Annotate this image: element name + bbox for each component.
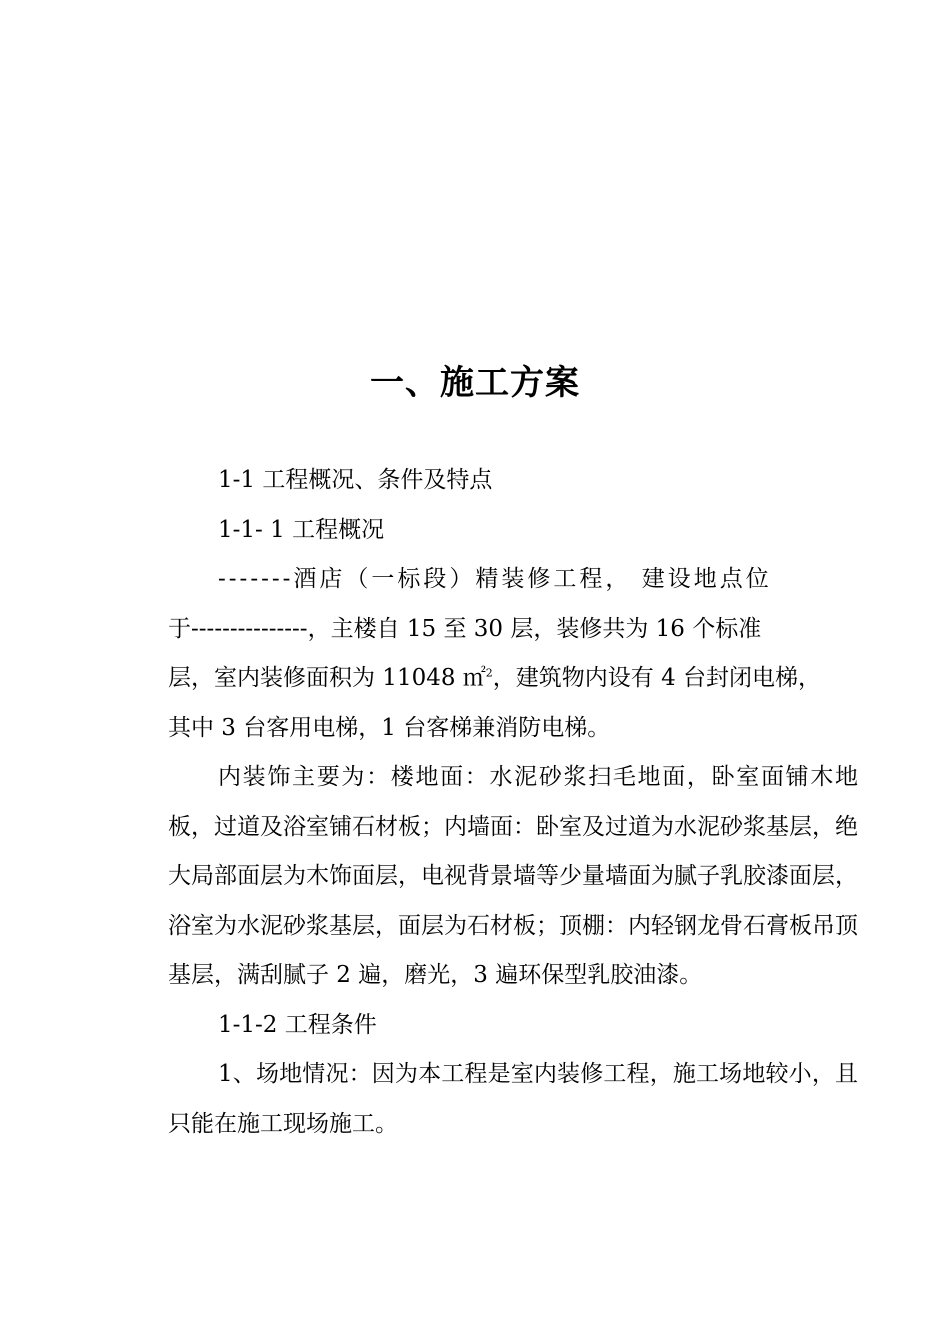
overview-line-3-text: 层，室内装修面积为 11048 ㎡ bbox=[168, 665, 486, 691]
overview-line-3-rest: ，建筑物内设有 4 台封闭电梯， bbox=[492, 665, 822, 691]
section-heading-1-1-2: 1-1-2 工程条件 bbox=[218, 1011, 377, 1038]
overview-paragraph bbox=[168, 555, 858, 753]
area-unit-superscript: 2 bbox=[485, 666, 493, 680]
section-heading-1-1-1: 1-1- 1 工程概况 bbox=[218, 516, 385, 543]
decoration-paragraph: 内装饰主要为：楼地面：水泥砂浆扫毛地面，卧室面铺木地板，过道及浴室铺石材板；内墙面：卧室及过道为水泥砂浆基层，绝大局部面层为木饰面层，电视背景墙等少量墙面为腻子乳胶漆面层，浴室为水泥砂浆基层，面层为石材板；顶棚：内轻钢龙骨石膏板吊顶基层，满刮腻子 2 遍，磨光，3 遍环保型乳胶油漆。 bbox=[168, 764, 858, 988]
overview-line-2: 于---------------，主楼自 15 至 30 层，装修共为 16 个标准 bbox=[168, 615, 762, 642]
page-title: 一、施工方案 bbox=[370, 363, 580, 403]
overview-line-4: 其中 3 台客用电梯，1 台客梯兼消防电梯。 bbox=[168, 714, 611, 741]
document-body bbox=[168, 456, 858, 1149]
site-condition-paragraph: 1、场地情况：因为本工程是室内装修工程，施工场地较小，且只能在施工现场施工。 bbox=[168, 1061, 858, 1137]
overview-line-3 bbox=[168, 654, 858, 704]
section-heading-1-1: 1-1 工程概况、条件及特点 bbox=[218, 467, 493, 493]
overview-line-1: -------酒店（一标段）精装修工程， 建设地点位 bbox=[218, 566, 772, 592]
